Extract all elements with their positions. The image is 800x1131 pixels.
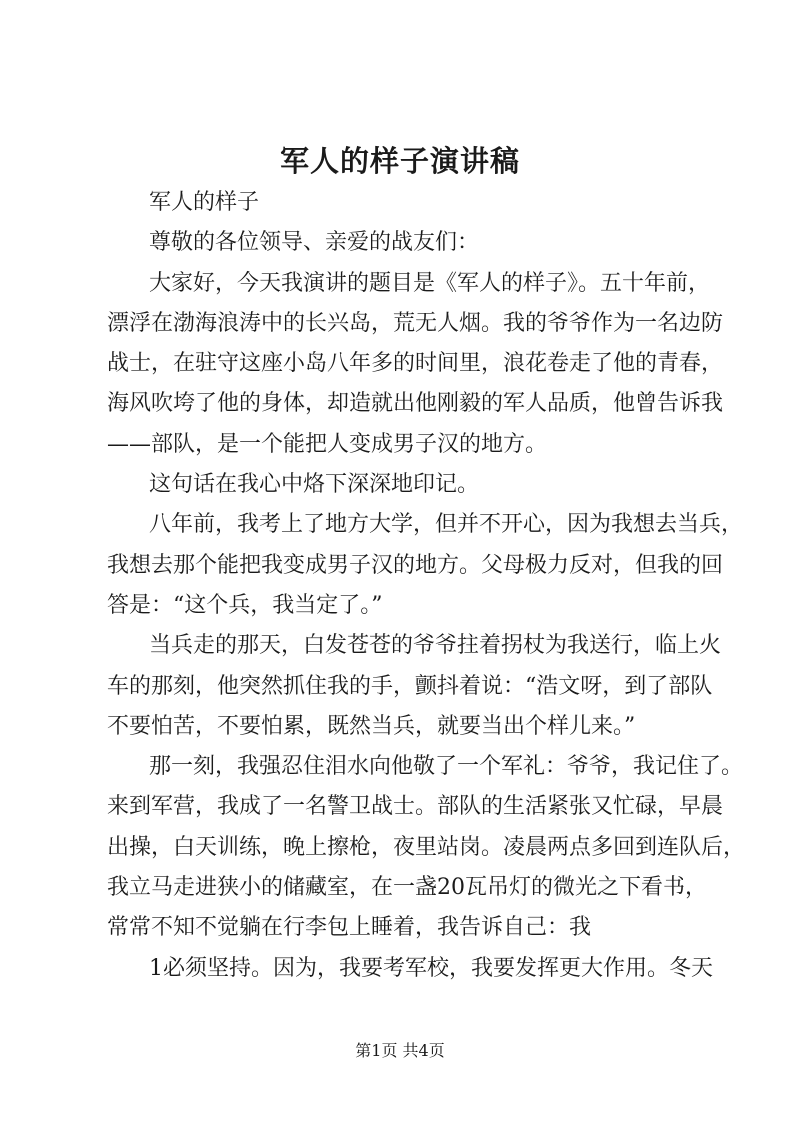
text-line: 1必须坚持。因为，我要考军校，我要发挥更大作用。冬天 bbox=[149, 955, 713, 981]
text-line: 军人的样子 bbox=[149, 190, 260, 215]
text-line: 不要怕苦，不要怕累，既然当兵，就要当出个样儿来。” bbox=[107, 713, 636, 739]
text-line: 常常不知不觉躺在行李包上睡着，我告诉自己：我 bbox=[107, 915, 592, 941]
text-line: 答是：“这个兵，我当定了。” bbox=[107, 592, 383, 618]
text-line: 大家好，今天我演讲的题目是《军人的样子》。五十年前， bbox=[149, 270, 711, 296]
text-line: 战士，在驻守这座小岛八年多的时间里，浪花卷走了他的青春， bbox=[107, 351, 724, 377]
text-line: 出操，白天训练，晚上擦枪，夜里站岗。凌晨两点多回到连队后， bbox=[107, 834, 746, 860]
text-line: 当兵走的那天，白发苍苍的爷爷拄着拐杖为我送行，临上火 bbox=[149, 633, 722, 659]
document-title: 军人的样子演讲稿 bbox=[279, 144, 520, 178]
text-line: 我立马走进狭小的储藏室，在一盏20瓦吊灯的微光之下看书， bbox=[107, 875, 707, 901]
text-line: 车的那刻，他突然抓住我的手，颤抖着说：“浩文呀，到了部队 bbox=[107, 673, 713, 699]
text-line: 来到军营，我成了一名警卫战士。部队的生活紧张又忙碌，早晨 bbox=[107, 794, 724, 820]
text-line: 八年前，我考上了地方大学，但并不开心，因为我想去当兵， bbox=[149, 512, 744, 538]
text-line: 海风吹垮了他的身体，却造就出他刚毅的军人品质，他曾告诉我 bbox=[107, 391, 724, 417]
page-footer: 第1页 共4页 bbox=[355, 1041, 445, 1060]
text-line: 尊敬的各位领导、亲爱的战友们： bbox=[149, 230, 480, 256]
text-line: ——部队，是一个能把人变成男子汉的地方。 bbox=[107, 431, 548, 457]
text-line: 我想去那个能把我变成男子汉的地方。父母极力反对，但我的回 bbox=[107, 552, 724, 578]
text-line: 这句话在我心中烙下深深地印记。 bbox=[149, 472, 480, 498]
text-line: 漂浮在渤海浪涛中的长兴岛，荒无人烟。我的爷爷作为一名边防 bbox=[107, 310, 724, 336]
text-line: 那一刻，我强忍住泪水向他敬了一个军礼：爷爷，我记住了。 bbox=[149, 754, 744, 780]
document-body bbox=[107, 183, 746, 989]
